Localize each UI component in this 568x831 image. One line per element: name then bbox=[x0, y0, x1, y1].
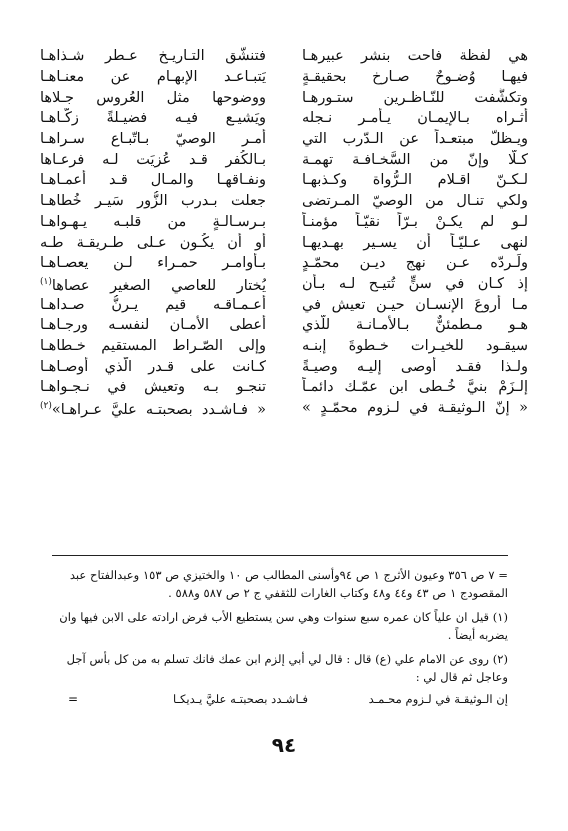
poem-line bbox=[40, 294, 528, 315]
hemistich-right: فيهـا وُضـوحٌ صـارخ بحقيقـةٍ bbox=[302, 69, 528, 86]
poem-line bbox=[40, 377, 528, 398]
hemistich-left: يَتبـاعـد الإبهـام عن معنـاهـا bbox=[40, 69, 266, 86]
hemistich-right: هـو مـطمئنٌّ بـالأمـانـة للّذي bbox=[302, 317, 528, 334]
poem-line bbox=[40, 253, 528, 274]
poem-line bbox=[40, 149, 528, 170]
hemistich-left: وإلى الصّـراط المستقيم خـطاهـا bbox=[40, 337, 266, 354]
hemistich-text: « فـاشـدد بصحبتـه عليَّ عـراهـا» bbox=[51, 401, 266, 418]
footnote-verse-right: إن الـوثيقـة في لـزوم محـمـد bbox=[368, 692, 508, 706]
hemistich-left: أعطى الأمـان لنفسـه ورجـاهـا bbox=[40, 317, 266, 334]
hemistich-right: كـلّا وإنّ من السَّخـافـة تهمـة bbox=[302, 151, 528, 168]
poem-line bbox=[40, 129, 528, 150]
footnote-2: (٢) روى عن الامام علي (ع) قال : قال لي أبي إلزم ابن عمك فانك تسلم به من كل بأس آجل وعاجل ثم قال لي : bbox=[66, 652, 508, 684]
hemistich-left: ويَشيـع فيـه فضيـلةً زكّـاهـا bbox=[40, 110, 266, 127]
hemistich-right: ويـظلّ مبتعـداً عن الـدّرب التي bbox=[302, 131, 528, 148]
poem-line bbox=[40, 336, 528, 357]
poem-line bbox=[40, 170, 528, 191]
hemistich-left: أو أن يكُـون عـلى طـريقـة طـه bbox=[40, 234, 266, 251]
poem-line bbox=[40, 67, 528, 88]
hemistich-right: « إنّ الـوثيقـة في لـزوم محمّـدٍ » bbox=[302, 400, 528, 417]
hemistich-left: تنجـو بـه وتعيش في نـجـواهـا bbox=[40, 379, 266, 396]
poem-line bbox=[40, 232, 528, 253]
hemistich-left: أعـمـاقـه قيم يـرنُّ صـداهـا bbox=[40, 296, 266, 313]
hemistich-right: لـو لم يكـنْ بـرّاً نقيّـاً مؤمنـاً bbox=[302, 213, 528, 230]
poem bbox=[40, 46, 528, 418]
hemistich-left: كـانت على قـدر الّذي أوصـاهـا bbox=[40, 358, 266, 375]
hemistich-left: ووضوحها مثل العُروس جـلاها bbox=[40, 89, 266, 106]
poem-line bbox=[40, 191, 528, 212]
hemistich-right: ولـذا فقـد أوصى إليـه وصيـةً bbox=[302, 358, 528, 375]
hemistich-right: وتكشَّفت للنّـاظـرين ستـورهـا bbox=[302, 89, 528, 106]
footnote-marker: (١) bbox=[40, 277, 52, 287]
poem-line bbox=[40, 274, 528, 295]
hemistich-left: بـالكُفر قـد عُزيَت لـه فرعـاها bbox=[40, 151, 266, 168]
footnote-verse bbox=[68, 692, 508, 706]
hemistich-right: ولَـردّه عـن نهج ديـن محمّـدٍ bbox=[302, 255, 528, 272]
poem-line bbox=[40, 108, 528, 129]
page-number: ٩٤ bbox=[271, 733, 297, 757]
hemistich-left: أمـر الوصيّ بـاتّبـاع سـراهـا bbox=[40, 131, 266, 148]
poem-line bbox=[40, 87, 528, 108]
continuation-mark: = bbox=[68, 692, 79, 706]
hemistich-right: إلـزَمْ بنيَّ خُـطى ابن عمّـك دائمـاً bbox=[302, 379, 528, 396]
hemistich-left bbox=[40, 272, 266, 296]
hemistich-right: هي لفظة فاحت بنشر عبيرهـا bbox=[302, 48, 528, 65]
footnote-1: (١) قيل ان علياً كان عمره سبع سنوات وهي سن يستطيع الأب فرض ارادته على الابن فيها وان يضربه أيضاً . bbox=[59, 610, 508, 642]
hemistich-left: فتنشّق التـاريـخ عـطر شـذاهـا bbox=[40, 48, 266, 65]
hemistich-right: ولكي تنـال من الوصيّ المـرتضى bbox=[302, 193, 528, 210]
hemistich-left: ونفـاقهـا والمـال قـد أعمـاهـا bbox=[40, 172, 266, 189]
footnote-verse-left: فـاشـدد بصحبتـه عليَّ يـديكـا bbox=[173, 692, 308, 706]
footnote-continuation: = ٧ ص ٣٥٦ وعيون الأثرج ١ ص ٩٤وأسنى المطالب ص ١٠ والختيزي ص ١٥٣ وعبدالفتاح عبد المقصودج ١ ص ٤٣ و٤٤ و٤٨ وكتاب الغارات للثقفي ج ٢ ص ٥٨٧ و٥٨٨ . bbox=[69, 568, 508, 600]
poem-line bbox=[40, 315, 528, 336]
poem-line bbox=[40, 398, 528, 419]
poem-line bbox=[40, 212, 528, 233]
hemistich-right: أثـراه بـالإيمـان يـأمـر نـجله bbox=[302, 110, 528, 127]
poem-line bbox=[40, 356, 528, 377]
hemistich-right: سيقـود للخيـرات خـطوةَ إبنـه bbox=[302, 337, 528, 354]
hemistich-left: بـأوامـر حمـراء لـن يعصـاهـا bbox=[40, 255, 266, 272]
hemistich-text: يُختار للعاصي الصغير عصاها bbox=[51, 277, 266, 294]
footnote-marker: (٢) bbox=[40, 401, 52, 412]
hemistich-left bbox=[40, 396, 266, 420]
footnotes-section bbox=[52, 555, 508, 706]
hemistich-right: إذ كـان في سنٍّ تُتيـح لـه بـأن bbox=[302, 275, 528, 292]
hemistich-right: لنهى عـليّـاً أن يسـير بهـديهـا bbox=[302, 234, 528, 251]
hemistich-right: لـكـنّ اقـلام الـرُّواة وكـذبهـا bbox=[302, 172, 528, 189]
hemistich-left: بـرسـالـةٍ من قلبـه يـهـواهـا bbox=[40, 213, 266, 230]
poem-line bbox=[40, 46, 528, 67]
hemistich-left: جعلت بـدرب الزُّور سَيـر خُطاهـا bbox=[40, 193, 266, 210]
hemistich-right: مـا أروعَ الإنسـان حيـن تعيش في bbox=[302, 296, 528, 313]
